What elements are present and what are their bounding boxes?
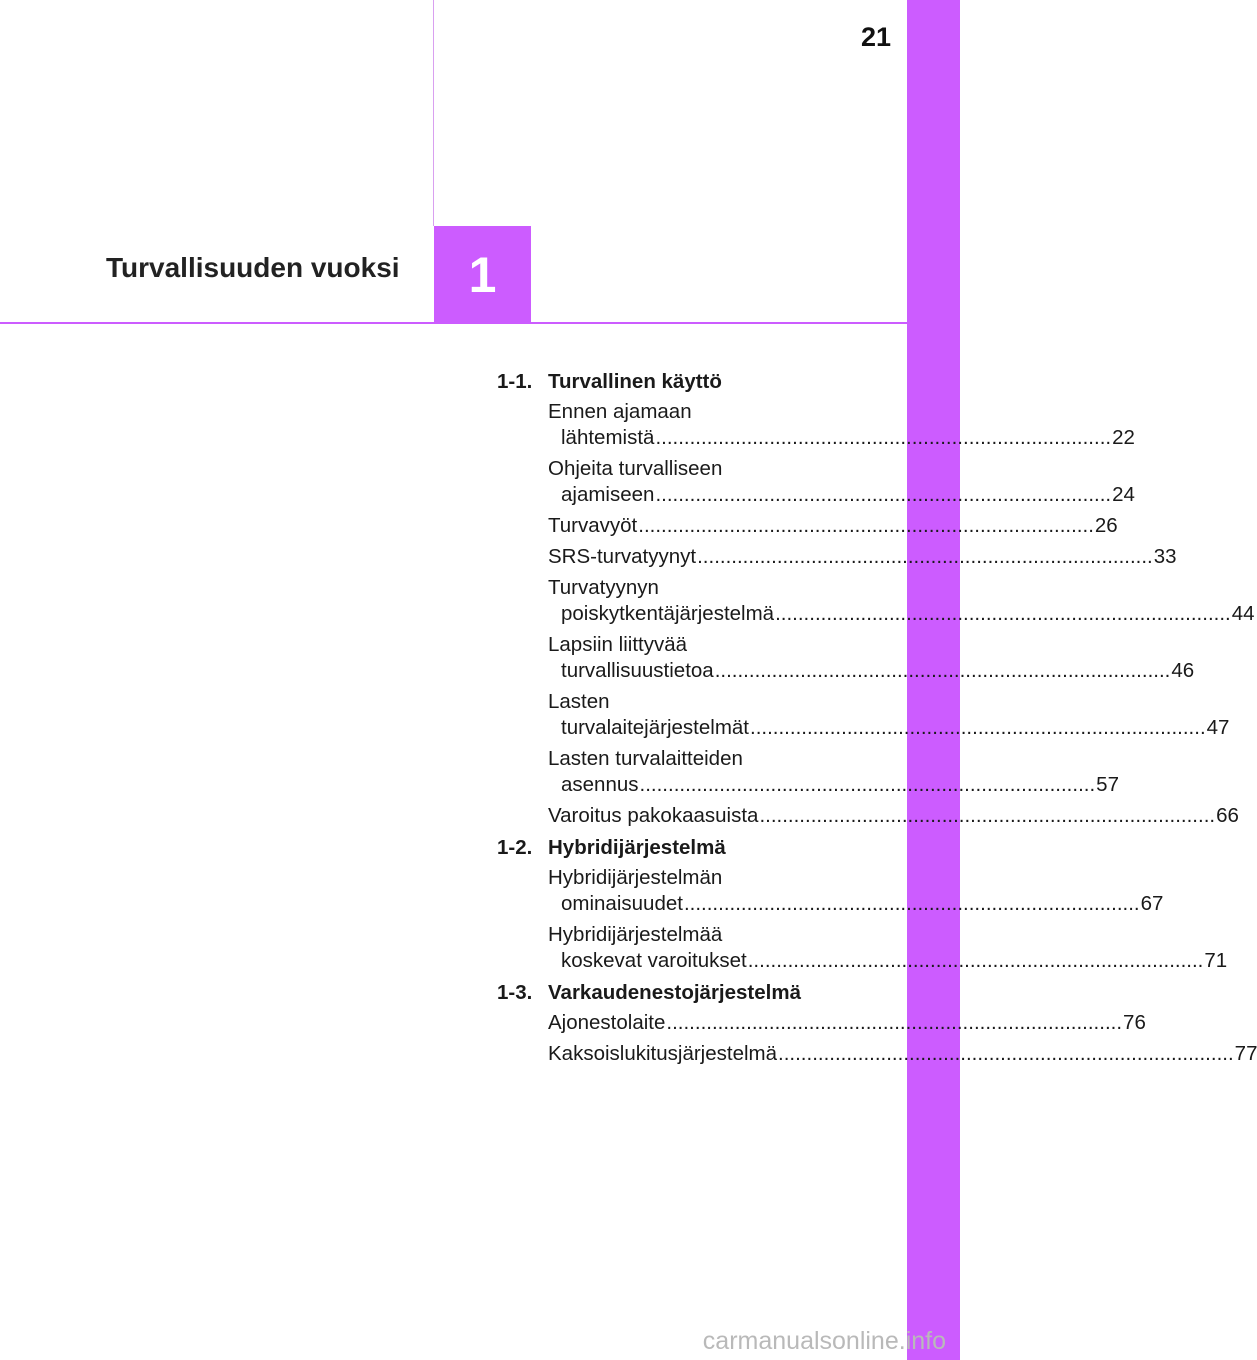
toc-entry-title: Turvatyynyn [548,576,659,599]
toc-page-number: 44 [1231,602,1255,625]
toc-entry-title-cont: ajamiseen [561,483,655,506]
toc-page-number: 71 [1204,949,1228,972]
table-of-contents [497,368,1257,1072]
dot-leader: ................................................................................ [775,602,1231,625]
toc-entry-title-cont: ominaisuudet [561,892,683,915]
dot-leader: ................................................................................ [747,949,1204,972]
toc-entry-title-cont: asennus [561,773,639,796]
toc-entry-title: Turvavyöt [548,514,638,537]
watermark: carmanualsonline.info [702,1327,946,1355]
toc-page-number: 24 [1112,483,1135,506]
toc-entry[interactable] [548,544,1177,570]
toc-entry-title: Lasten turvalaitteiden [548,747,743,770]
toc-entry-title: Kaksoislukitusjärjestelmä [548,1042,778,1065]
toc-entry[interactable] [548,399,1135,451]
toc-entry[interactable] [548,865,1164,917]
toc-entry-title: Hybridijärjestelmän [548,866,723,889]
dot-leader: ................................................................................ [655,426,1112,449]
toc-entry-title: SRS-turvatyynyt [548,545,697,568]
dot-leader: ................................................................................ [666,1011,1123,1034]
dot-leader: ................................................................................ [750,716,1206,739]
toc-entry-title: Lasten [548,690,610,713]
page-number: 21 [860,22,892,52]
toc-entry-title: Ajonestolaite [548,1011,666,1034]
toc-entry-title-cont: turvalaitejärjestelmät [561,716,749,739]
toc-entry[interactable] [548,456,1135,508]
dot-leader: ................................................................................ [714,659,1171,682]
toc-section-heading [497,979,845,1010]
toc-entry[interactable] [548,922,1228,974]
dot-leader: ................................................................................ [697,545,1153,568]
dot-leader: ................................................................................ [759,804,1216,827]
toc-entry[interactable] [548,632,1195,684]
toc-entry[interactable] [548,746,1119,798]
toc-entry-title-cont: lähtemistä [561,426,655,449]
header-divider-vertical [433,0,434,226]
toc-section-heading [497,834,845,865]
toc-page-number: 46 [1171,659,1195,682]
toc-entry-title: Hybridijärjestelmää [548,923,723,946]
toc-page-number: 66 [1216,804,1239,827]
dot-leader: ................................................................................ [639,773,1096,796]
toc-page-number: 26 [1094,514,1118,537]
toc-page-number: 76 [1123,1011,1146,1034]
chapter-title: Turvallisuuden vuoksi [106,252,400,283]
toc-entry-title-cont: poiskytkentäjärjestelmä [561,602,775,625]
toc-entry[interactable] [548,1041,1257,1067]
toc-entry[interactable] [548,689,1230,741]
toc-page-number: 67 [1140,892,1164,915]
toc-section-title: Hybridijärjestelmä [548,836,726,859]
toc-entry[interactable] [548,1010,1146,1036]
toc-entry-title: Ennen ajamaan [548,400,692,423]
toc-section-title: Turvallinen käyttö [548,370,722,393]
dot-leader: ................................................................................ [655,483,1112,506]
toc-section-heading [497,368,845,399]
toc-section-number: 1-3. [497,981,533,1004]
chapter-number-tab [434,226,531,323]
toc-page-number: 22 [1112,426,1135,449]
toc-section-number: 1-1. [497,370,533,393]
dot-leader: ................................................................................ [638,514,1094,537]
toc-section-title: Varkaudenestojärjestelmä [548,981,801,1004]
dot-leader: ................................................................................ [683,892,1140,915]
dot-leader: ................................................................................ [778,1042,1234,1065]
toc-entry-title: Lapsiin liittyvää [548,633,688,656]
toc-entry-title: Varoitus pakokaasuista [548,804,759,827]
toc-page-number: 57 [1096,773,1119,796]
toc-entry[interactable] [548,803,1239,829]
toc-section-number: 1-2. [497,836,533,859]
toc-entry-title-cont: turvallisuustietoa [561,659,714,682]
chapter-number: 1 [468,246,497,303]
toc-entry-title: Ohjeita turvalliseen [548,457,723,480]
toc-page-number: 47 [1206,716,1230,739]
toc-page-number: 77 [1234,1042,1257,1065]
toc-entry-title-cont: koskevat varoitukset [561,949,747,972]
toc-page-number: 33 [1153,545,1177,568]
toc-entry[interactable] [548,513,1118,539]
toc-entry[interactable] [548,575,1255,627]
